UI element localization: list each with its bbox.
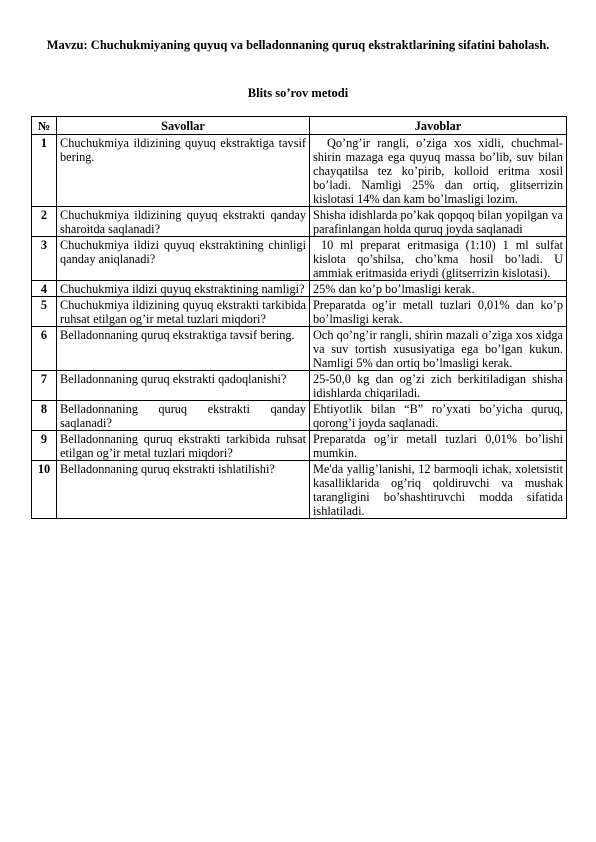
question-cell: Belladonnaning quruq ekstrakti qadoqlanishi? — [57, 371, 310, 401]
question-cell: Chuchukmiya ildizi quyuq ekstraktining chinligi qanday aniqlanadi? — [57, 237, 310, 281]
row-number: 8 — [32, 401, 57, 431]
method-subtitle: Blits so’rov metodi — [247, 86, 349, 100]
table-row — [32, 297, 567, 327]
answer-cell: Och qo’ng’ir rangli, shirin mazali o’ziga xos xidga va suv tortish xususiyatiga ega bo’lgan kukun. Namligi 5% dan ortiq bo’lmasligi kerak. — [310, 327, 567, 371]
question-cell: Belladonnaning quruq ekstraktiga tavsif bering. — [57, 327, 310, 371]
table-row — [32, 327, 567, 371]
header-answers: Javoblar — [310, 117, 567, 135]
blitz-question-table — [31, 116, 567, 519]
question-cell: Chuchukmiya ildizining quyuq ekstrakti qanday sharoitda saqlanadi? — [57, 207, 310, 237]
answer-cell: Preparatda og’ir metall tuzlari 0,01% bo’lishi mumkin. — [310, 431, 567, 461]
question-cell: Belladonnaning quruq ekstrakti ishlatilishi? — [57, 461, 310, 519]
answer-cell: Ehtiyotlik bilan “B” ro’yxati bo’yicha quruq, qorong’i joyda saqlanadi. — [310, 401, 567, 431]
question-cell: Belladonnaning quruq ekstrakti qanday saqlanadi? — [57, 401, 310, 431]
row-number: 7 — [32, 371, 57, 401]
table-row — [32, 371, 567, 401]
row-number: 1 — [32, 135, 57, 207]
row-number: 5 — [32, 297, 57, 327]
row-number: 4 — [32, 281, 57, 297]
table-header-row — [32, 117, 567, 135]
table-row — [32, 281, 567, 297]
document-title: Mavzu: Chuchukmiyaning quyuq va belladonnaning quruq ekstraktlarining sifatini baholash. — [46, 38, 550, 52]
table-row — [32, 461, 567, 519]
answer-cell: 10 ml preparat eritmasiga (1:10) 1 ml sulfat kislota qo’shilsa, cho’kma hosil bo’ladi. U ammiak eritmasida eriydi (glitserrizin kislotasi). — [310, 237, 567, 281]
answer-cell: Me'da yallig’lanishi, 12 barmoqli ichak, xoletsistit kasalliklarida og’riq qoldiruvchi va mushak tarangligini bo’shashtiruvchi modda sifatida ishlatiladi. — [310, 461, 567, 519]
row-number: 10 — [32, 461, 57, 519]
table-row — [32, 207, 567, 237]
question-cell: Chuchukmiya ildizining quyuq ekstrakti tarkibida ruhsat etilgan og’ir metal tuzlari miqdori? — [57, 297, 310, 327]
question-cell: Belladonnaning quruq ekstrakti tarkibida ruhsat etilgan og’ir metal tuzlari miqdori? — [57, 431, 310, 461]
answer-cell: Qo’ng’ir rangli, o’ziga xos xidli, chuchmal-shirin mazaga ega quyuq massa bo’lib, suv bilan chayqatilsa tez ko’pirib, kolloid eritma xosil bo’ladi. Namligi 25% dan ortiq, glitserrizin kislotasi 14% dan kam bo’lmasligi lozim. — [310, 135, 567, 207]
table-row — [32, 237, 567, 281]
row-number: 9 — [32, 431, 57, 461]
row-number: 3 — [32, 237, 57, 281]
header-number: № — [32, 117, 57, 135]
header-questions: Savollar — [57, 117, 310, 135]
answer-cell: Shisha idishlarda po’kak qopqoq bilan yopilgan va parafinlangan holda quruq joyda saqlanadi — [310, 207, 567, 237]
table-row — [32, 401, 567, 431]
answer-cell: 25-50,0 kg dan og’zi zich berkitiladigan shisha idishlarda chiqariladi. — [310, 371, 567, 401]
question-cell: Chuchukmiya ildizining quyuq ekstraktiga tavsif bering. — [57, 135, 310, 207]
row-number: 2 — [32, 207, 57, 237]
question-cell: Chuchukmiya ildizi quyuq ekstraktining namligi? — [57, 281, 310, 297]
row-number: 6 — [32, 327, 57, 371]
table-row — [32, 135, 567, 207]
answer-cell: Preparatda og’ir metall tuzlari 0,01% dan ko’p bo’lmasligi kerak. — [310, 297, 567, 327]
answer-cell: 25% dan ko’p bo’lmasligi kerak. — [310, 281, 567, 297]
table-row — [32, 431, 567, 461]
